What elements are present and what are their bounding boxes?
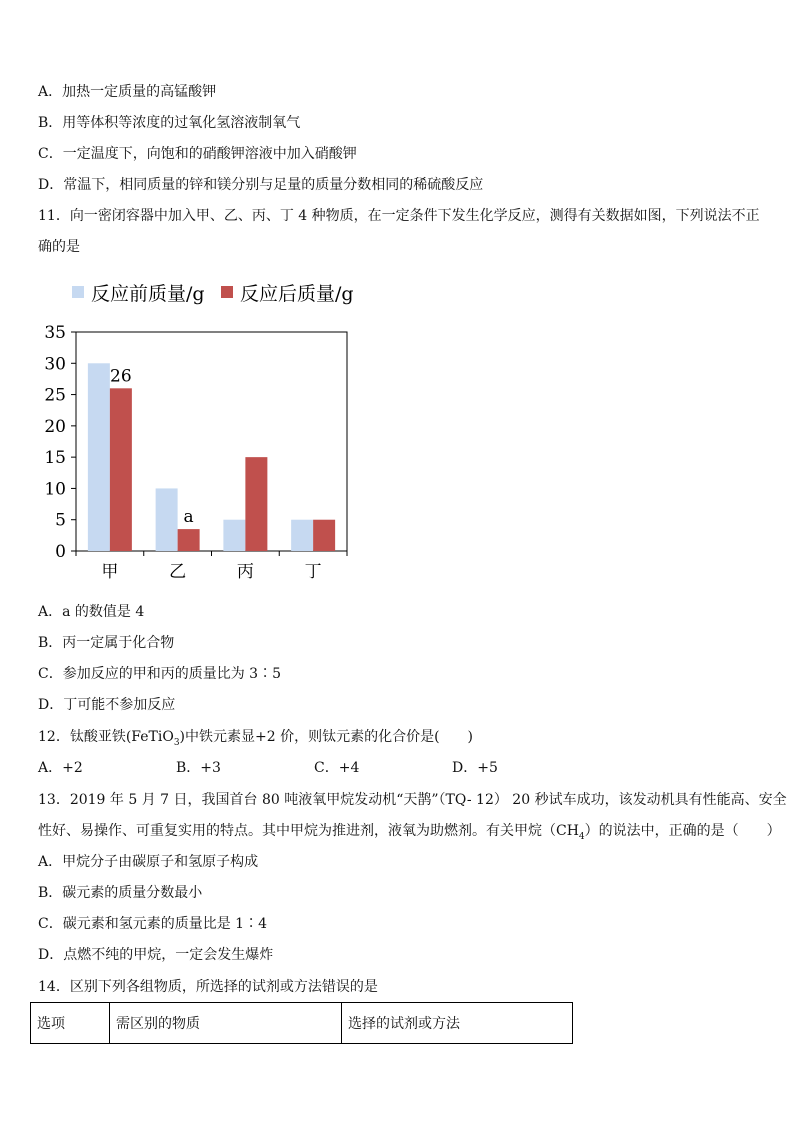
bar-before-2 bbox=[223, 520, 245, 551]
q12-option-d: D．+5 bbox=[452, 760, 498, 776]
q13-stem-line2-post: ）的说法中，正确的是（ ） bbox=[584, 823, 781, 839]
q13-stem-line1: 13．2019 年 5 月 7 日，我国首台 80 吨液氧甲烷发动机“天鹊”（TQ- 12） 20 秒试车成功，该发动机具有性能高、安全 bbox=[38, 792, 787, 808]
table-row bbox=[31, 1003, 573, 1044]
table-header-substances: 需区别的物质 bbox=[110, 1003, 342, 1044]
table-header-option: 选项 bbox=[31, 1003, 110, 1044]
q12-stem-pre: 12．钛酸亚铁(FeTiO bbox=[38, 729, 174, 745]
q14-stem: 14．区别下列各组物质，所选择的试剂或方法错误的是 bbox=[38, 979, 378, 995]
q13-stem-line2 bbox=[38, 822, 781, 846]
q12-stem bbox=[38, 728, 473, 752]
y-tick-label: 15 bbox=[44, 448, 66, 469]
x-tick-label: 甲 bbox=[101, 562, 119, 582]
bar-after-0 bbox=[110, 388, 132, 551]
legend-label-after: 反应后质量/g bbox=[240, 283, 354, 305]
q14-table bbox=[30, 1002, 573, 1044]
legend-swatch-after bbox=[221, 286, 233, 298]
q13-option-a: A．甲烷分子由碳原子和氢原子构成 bbox=[38, 854, 259, 870]
q10-option-d: D．常温下，相同质量的锌和镁分别与足量的质量分数相同的稀硫酸反应 bbox=[38, 177, 484, 193]
q10-option-b: B．用等体积等浓度的过氧化氢溶液制氧气 bbox=[38, 115, 301, 131]
bar-before-1 bbox=[156, 488, 178, 551]
q11-option-c: C．参加反应的甲和丙的质量比为 3∶5 bbox=[38, 666, 281, 682]
table-header-method: 选择的试剂或方法 bbox=[342, 1003, 573, 1044]
q10-option-a: A．加热一定质量的高锰酸钾 bbox=[38, 84, 217, 100]
bar-after-1 bbox=[178, 529, 200, 551]
bar-before-0 bbox=[88, 363, 110, 551]
legend-label-before: 反应前质量/g bbox=[91, 283, 205, 305]
y-tick-label: 5 bbox=[55, 510, 66, 531]
y-tick-label: 10 bbox=[44, 479, 66, 500]
q11-stem-line2: 确的是 bbox=[38, 239, 80, 255]
chart-svg bbox=[36, 278, 376, 588]
y-tick-label: 20 bbox=[44, 416, 66, 437]
y-tick-label: 0 bbox=[55, 542, 66, 562]
q13-option-d: D．点燃不纯的甲烷，一定会发生爆炸 bbox=[38, 947, 274, 963]
data-label: a bbox=[183, 507, 194, 528]
legend-swatch-before bbox=[72, 286, 84, 298]
y-tick-label: 35 bbox=[44, 323, 66, 343]
x-tick-label: 丁 bbox=[304, 562, 322, 582]
q10-option-c: C．一定温度下，向饱和的硝酸钾溶液中加入硝酸钾 bbox=[38, 146, 357, 162]
x-tick-label: 丙 bbox=[236, 562, 254, 582]
q13-stem-line2-pre: 性好、易操作、可重复实用的特点。其中甲烷为推进剂，液氧为助燃剂。有关甲烷（CH bbox=[38, 823, 579, 839]
x-tick-label: 乙 bbox=[169, 562, 187, 582]
q13-option-b: B．碳元素的质量分数最小 bbox=[38, 885, 203, 901]
q11-option-a: A．a 的数值是 4 bbox=[38, 604, 145, 620]
bar-after-2 bbox=[245, 457, 267, 551]
q12-option-a: A．+2 bbox=[38, 760, 83, 776]
bar-after-3 bbox=[313, 520, 335, 551]
q13-stem-line2-sub: 4 bbox=[578, 831, 585, 842]
q12-stem-post: )中铁元素显+2 价，则钛元素的化合价是( ) bbox=[179, 729, 474, 745]
q13-option-c: C．碳元素和氢元素的质量比是 1∶4 bbox=[38, 916, 267, 932]
data-label: 26 bbox=[110, 366, 132, 387]
q11-stem-line1: 11．向一密闭容器中加入甲、乙、丙、丁 4 种物质，在一定条件下发生化学反应，测得有关数据如图，下列说法不正 bbox=[38, 208, 760, 224]
y-tick-label: 25 bbox=[44, 385, 66, 406]
y-tick-label: 30 bbox=[44, 354, 66, 375]
q12-option-c: C．+4 bbox=[314, 760, 360, 776]
q11-option-b: B．丙一定属于化合物 bbox=[38, 635, 175, 651]
q11-option-d: D．丁可能不参加反应 bbox=[38, 697, 176, 713]
mass-bar-chart bbox=[36, 278, 376, 588]
q12-option-b: B．+3 bbox=[176, 760, 221, 776]
q12-stem-sub: 3 bbox=[173, 737, 180, 748]
bar-before-3 bbox=[291, 520, 313, 551]
